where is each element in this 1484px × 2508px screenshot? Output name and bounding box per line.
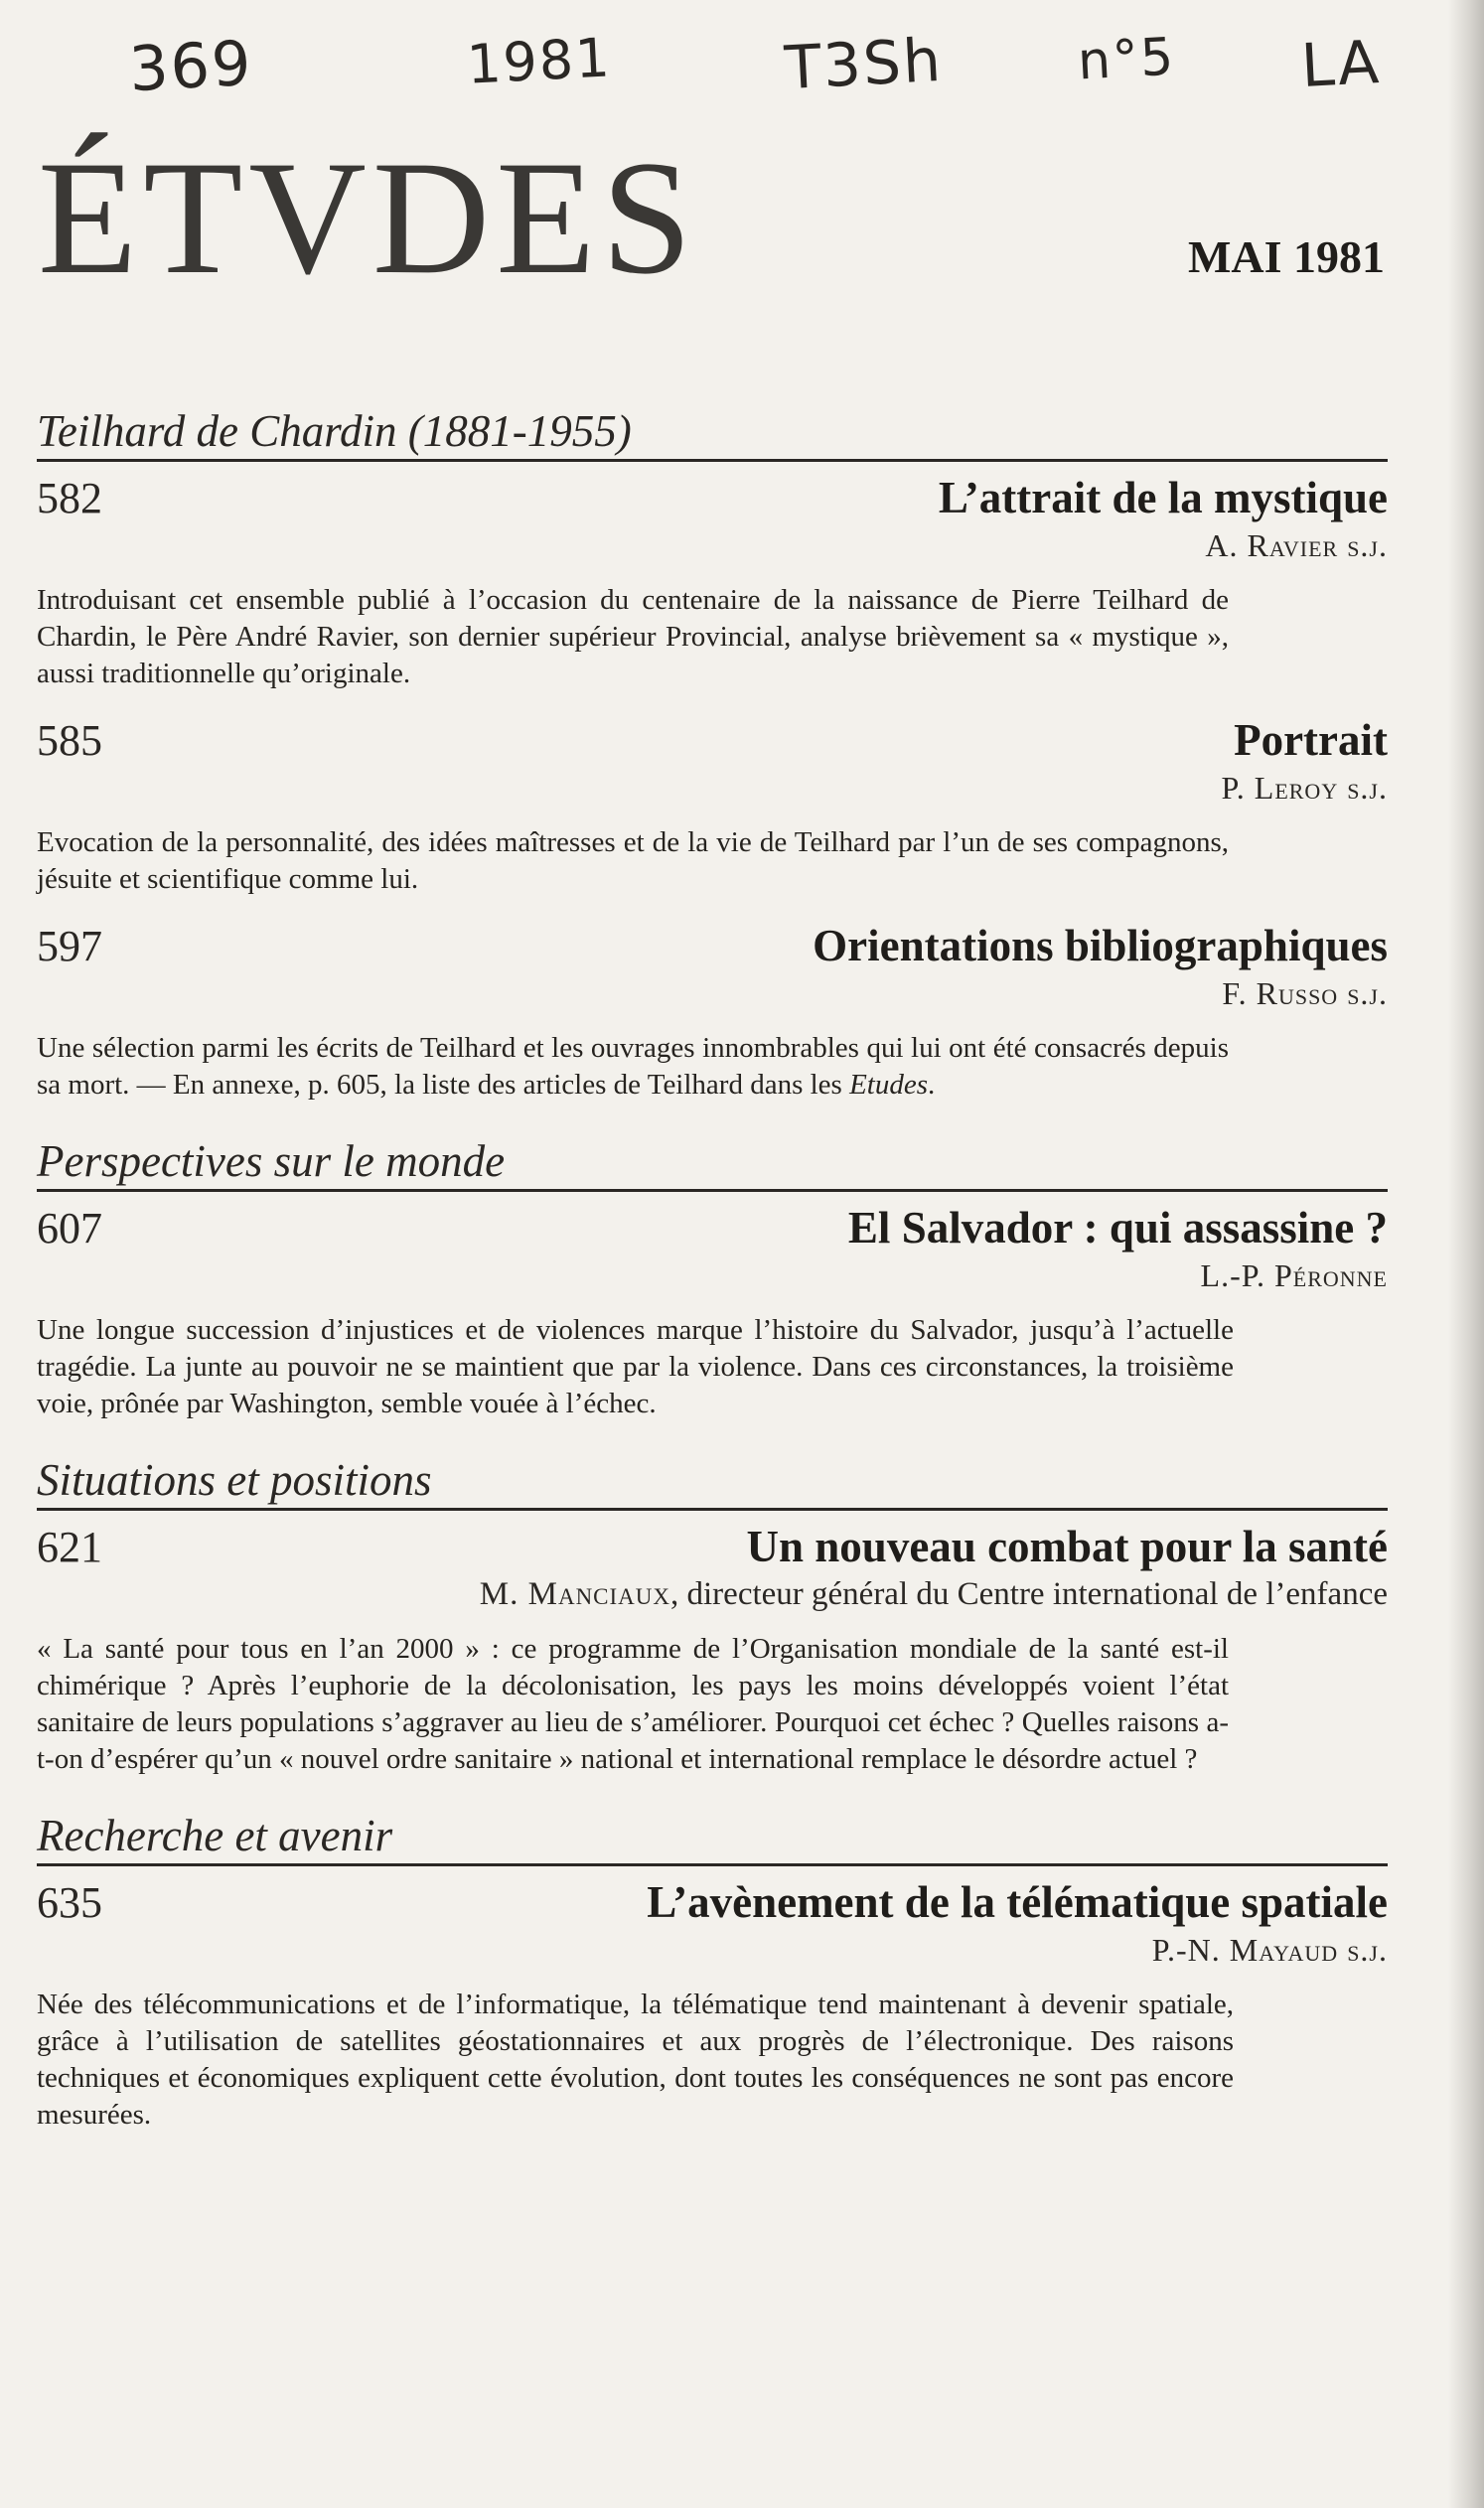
article-summary: Une longue succession d’injustices et de violences marque l’histoire du Salvador, jusqu’à l’actuelle tragédie. La junte au pouvoir ne se maintient que par la violence. Dans ces circonstances, la troisième voie, prônée par Washington, semble vouée à l’échec.	[37, 1313, 1234, 1419]
section-situations	[37, 1456, 1388, 1778]
section-title: Perspectives sur le monde	[37, 1137, 1388, 1192]
article-page-number: 597	[37, 922, 102, 971]
article-page-number: 621	[37, 1522, 102, 1571]
section-title: Situations et positions	[37, 1456, 1388, 1511]
section-teilhard	[37, 407, 1388, 1104]
article-entry	[37, 920, 1388, 1104]
handwritten-note: 369	[127, 26, 255, 106]
handwritten-note: n°5	[1076, 27, 1177, 92]
table-of-contents	[37, 407, 1388, 2167]
article-entry	[37, 472, 1388, 692]
author-name: M. Manciaux	[479, 1575, 671, 1612]
article-page-number: 635	[37, 1877, 102, 1927]
section-title: Teilhard de Chardin (1881-1955)	[37, 407, 1388, 462]
author-role: , directeur général du Centre international de l’enfance	[670, 1575, 1388, 1612]
article-summary: Née des télécommunications et de l’informatique, la télématique tend maintenant à devenir spatiale, grâce à l’utilisation de satellites géostationnaires et aux progrès de l’électronique. Des raisons techniques et économiques expliquent cette évolution, dont toutes les conséquences ne sont pas encore mesurées.	[37, 1988, 1234, 2131]
issue-date: MAI 1981	[1187, 231, 1385, 282]
summary-journal-name: Etudes	[849, 1069, 929, 1102]
page-edge-shadow	[1448, 0, 1484, 2508]
summary-text: Une sélection parmi les écrits de Teilhard et les ouvrages innombrables qui lui ont été consacrés depuis sa mort. — En annexe, p. 605, la liste des articles de Teilhard dans les	[37, 1032, 1229, 1102]
article-summary: Introduisant cet ensemble publié à l’occasion du centenaire de la naissance de Pierre Teilhard de Chardin, le Père André Ravier, son dernier supérieur Provincial, analyse brièvement sa « mystique », aussi traditionnelle qu’originale.	[37, 583, 1229, 689]
article-page-number: 607	[37, 1203, 102, 1253]
section-perspectives	[37, 1137, 1388, 1422]
summary-end: .	[928, 1069, 936, 1102]
handwritten-note: 1981	[465, 26, 613, 96]
handwritten-note: T3Sh	[783, 25, 945, 104]
article-author: A. Ravier s.j.	[1205, 526, 1388, 563]
section-title: Recherche et avenir	[37, 1812, 1388, 1866]
article-title: L’attrait de la mystique	[938, 472, 1388, 522]
article-summary: « La santé pour tous en l’an 2000 » : ce programme de l’Organisation mondiale de la santé est-il chimérique ? Après l’euphorie de la décolonisation, les pays les moins développés voient l’état sanitaire de leurs populations s’aggraver au lieu de s’améliorer. Pourquoi cet échec ? Quelles raisons a-t-on d’espérer qu’un « nouvel ordre sanitaire » national et international remplace le désordre actuel ?	[37, 1632, 1229, 1775]
article-author: F. Russo s.j.	[1222, 975, 1388, 1012]
section-recherche	[37, 1812, 1388, 2134]
article-title: Orientations bibliographiques	[813, 921, 1388, 971]
article-title: L’avènement de la télématique spatiale	[647, 1876, 1388, 1927]
article-author	[37, 1576, 1388, 1613]
article-entry	[37, 1521, 1388, 1778]
article-title: El Salvador : qui assassine ?	[847, 1202, 1388, 1253]
article-author: P.-N. Mayaud s.j.	[1151, 1931, 1388, 1968]
article-entry	[37, 714, 1388, 898]
article-entry	[37, 1202, 1388, 1422]
article-entry	[37, 1876, 1388, 2134]
article-page-number: 585	[37, 715, 102, 765]
article-page-number: 582	[37, 473, 102, 522]
article-summary: Evocation de la personnalité, des idées maîtresses et de la vie de Teilhard par l’un de ses compagnons, jésuite et scientifique comme lui.	[37, 825, 1229, 895]
masthead-title: ÉTVDES	[38, 128, 698, 308]
article-author: L.-P. Péronne	[1200, 1256, 1388, 1293]
article-author: P. Leroy s.j.	[1221, 769, 1388, 806]
article-summary	[37, 1030, 1229, 1104]
article-title: Portrait	[1234, 714, 1388, 765]
article-title: Un nouveau combat pour la santé	[746, 1521, 1388, 1571]
handwritten-note: LA	[1299, 27, 1383, 102]
